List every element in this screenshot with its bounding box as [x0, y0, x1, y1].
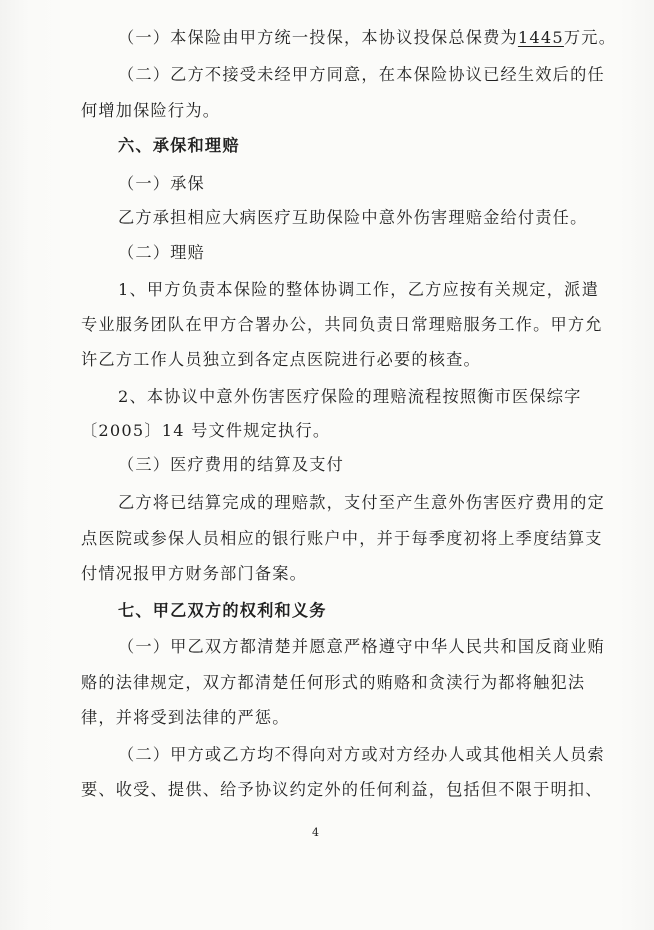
clause-7-2-line-2: 要、收受、提供、给予协议约定外的任何利益，包括但不限于明扣、: [81, 780, 603, 799]
clause-7-2-line-1: （二）甲方或乙方均不得向对方或对方经办人或其他相关人员索: [118, 745, 605, 764]
section-6-heading: 六、承保和理赔: [118, 136, 240, 155]
clause-7-1-line-3: 律，并将受到法律的严惩。: [81, 708, 290, 727]
claims-item-2-line-1: 2、本协议中意外伤害医疗保险的理赔流程按照衡市医保综字: [118, 387, 582, 406]
section-7-heading: 七、甲乙双方的权利和义务: [118, 601, 327, 620]
clause-5-2-line-2: 何增加保险行为。: [81, 101, 221, 120]
subsection-settlement: （三）医疗费用的结算及支付: [118, 455, 345, 474]
claims-item-1-line-3: 许乙方工作人员独立到各定点医院进行必要的核查。: [81, 350, 481, 369]
page-number: 4: [312, 826, 319, 839]
clause-7-1-line-2: 赂的法律规定，双方都清楚任何形式的贿赂和贪渎行为都将触犯法: [81, 673, 586, 692]
settlement-line-2: 点医院或参保人员相应的银行账户中，并于每季度初将上季度结算支: [81, 529, 603, 548]
clause-5-2-line-1: （二）乙方不接受未经甲方同意，在本保险协议已经生效后的任: [118, 65, 605, 84]
underwriting-text: 乙方承担相应大病医疗互助保险中意外伤害理赔金给付责任。: [118, 208, 588, 227]
premium-unit: 万元。: [563, 28, 617, 47]
settlement-line-3: 付情况报甲方财务部门备案。: [81, 564, 308, 583]
subsection-underwriting: （一）承保: [118, 174, 205, 193]
premium-amount: 1445: [517, 28, 564, 47]
claims-item-1-line-2: 专业服务团队在甲方合署办公，共同负责日常理赔服务工作。甲方允: [81, 315, 603, 334]
clause-5-1-text: （一）本保险由甲方统一投保，本协议投保总保费为: [118, 28, 518, 47]
claims-item-2-line-2: 〔2005〕14 号文件规定执行。: [81, 421, 331, 440]
clause-7-1-line-1: （一）甲乙双方都清楚并愿意严格遵守中华人民共和国反商业贿: [118, 637, 605, 656]
subsection-claims: （二）理赔: [118, 243, 205, 262]
clause-5-1-line: [118, 28, 616, 48]
claims-item-1-line-1: 1、甲方负责本保险的整体协调工作，乙方应按有关规定，派遣: [118, 280, 599, 299]
settlement-line-1: 乙方将已结算完成的理赔款，支付至产生意外伤害医疗费用的定: [118, 493, 605, 512]
